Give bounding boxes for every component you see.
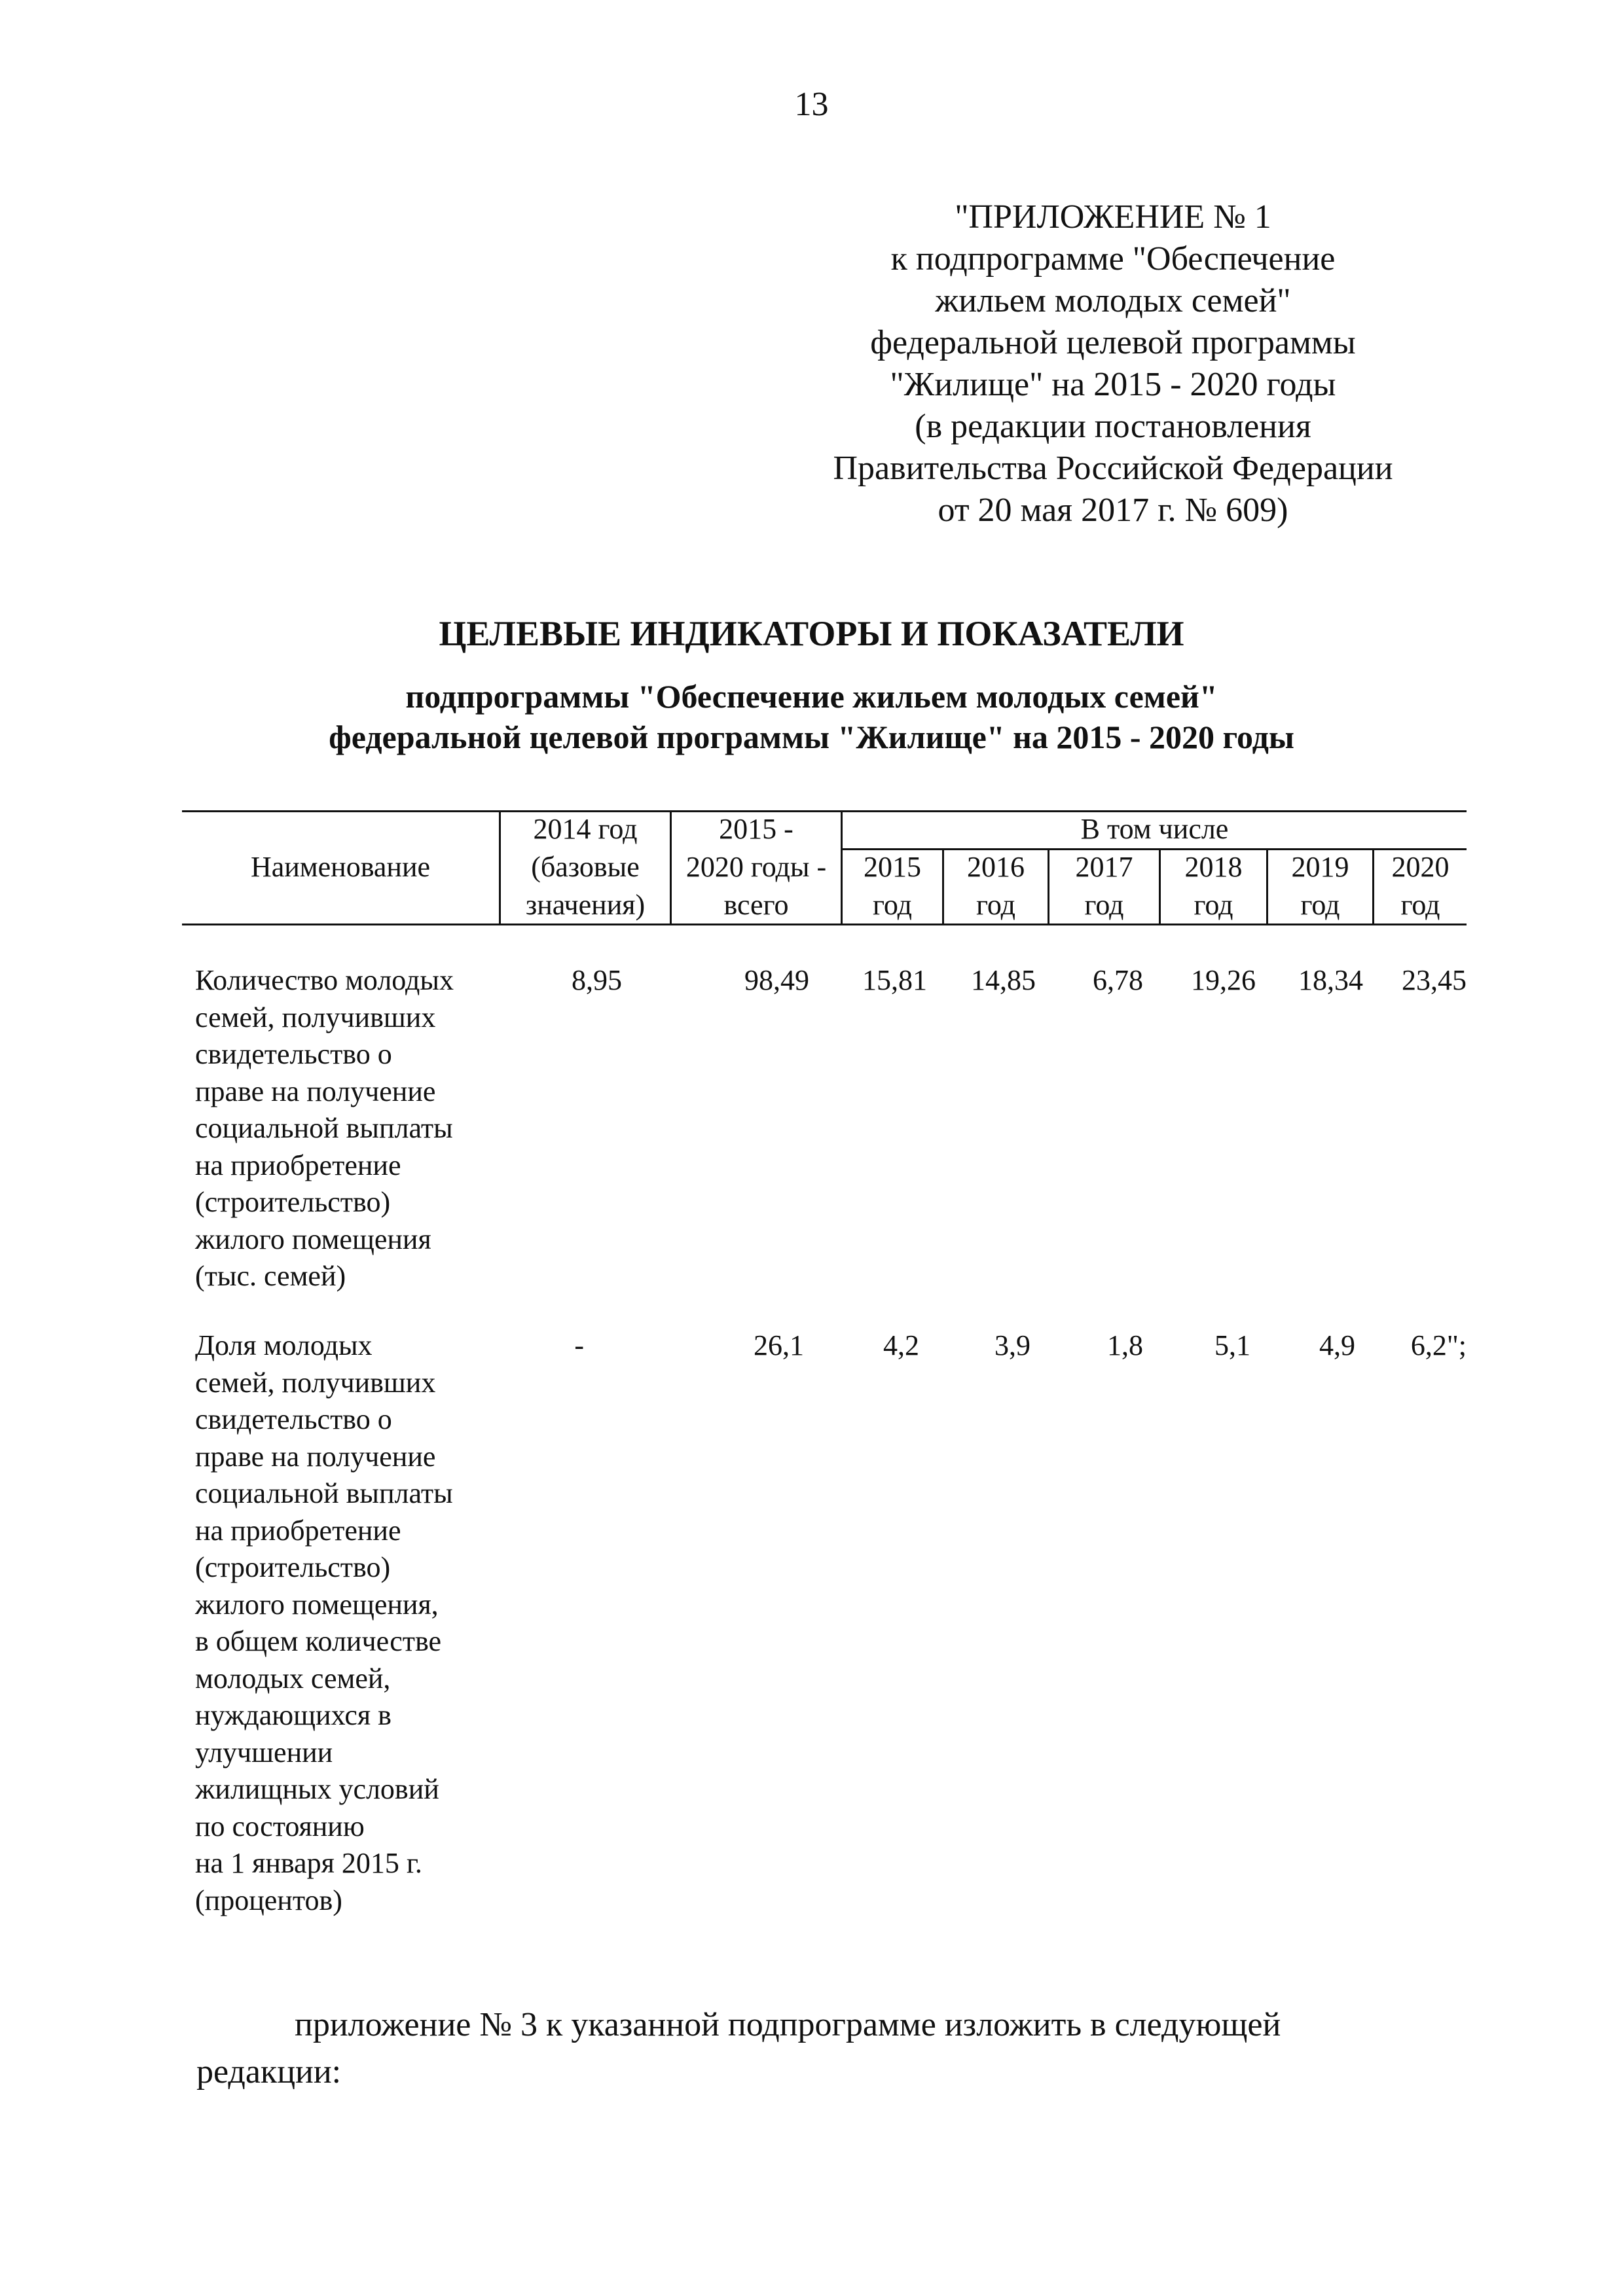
row-year-value: 6,78	[1093, 964, 1143, 996]
appendix-line: (в редакции постановления	[915, 408, 1311, 445]
row-year-value: 3,9	[994, 1329, 1030, 1361]
document-title: ЦЕЛЕВЫЕ ИНДИКАТОРЫ И ПОКАЗАТЕЛИ	[439, 614, 1184, 653]
page-number: 13	[794, 86, 829, 123]
header-base-line: 2014 год	[533, 813, 638, 845]
header-name: Наименование	[250, 851, 431, 883]
header-total-line: 2020 годы -	[685, 851, 827, 883]
row-indicator-name: Количество молодых семей, получивших свидетельство о праве на получение социальной выплаты на приобретение (строительство) жилого помещения (тыс. семей)	[195, 964, 454, 1292]
closing-line: редакции:	[196, 2053, 342, 2090]
row-year-value: 4,9	[1319, 1329, 1355, 1361]
row-indicator-name: Доля молодых семей, получивших свидетельство о праве на получение социальной выплаты на приобретение (строительство) жилого помещения, в общем количестве молодых семей, нуждающихся в улучшении жилищных условий по состоянию на 1 января 2015 г. (процентов)	[195, 1329, 453, 1916]
appendix-line: жильем молодых семей"	[935, 282, 1291, 319]
appendix-line: от 20 мая 2017 г. № 609)	[938, 492, 1288, 529]
appendix-line: федеральной целевой программы	[870, 324, 1356, 361]
row-year-value: 14,85	[971, 964, 1036, 996]
subtitle-line: федеральной целевой программы "Жилище" на 2015 - 2020 годы	[329, 719, 1294, 755]
header-year-unit: год	[872, 889, 913, 921]
appendix-heading	[753, 196, 1473, 531]
row-total-value: 98,49	[744, 964, 809, 996]
header-base-line: значения)	[525, 889, 646, 921]
header-year: 2019	[1291, 851, 1349, 883]
header-year: 2020	[1391, 851, 1450, 883]
row-base-value: -	[574, 1329, 584, 1361]
header-total-line: 2015 -	[719, 813, 793, 845]
header-base-line: (базовые	[531, 851, 640, 883]
header-year-unit: год	[1400, 889, 1440, 921]
row-year-value: 23,45	[1402, 964, 1467, 996]
header-year: 2017	[1075, 851, 1133, 883]
appendix-line: "Жилище" на 2015 - 2020 годы	[890, 366, 1336, 403]
header-year: 2015	[864, 851, 921, 883]
closing-paragraph	[196, 2001, 1414, 2096]
appendix-line: к подпрограмме "Обеспечение	[890, 240, 1336, 278]
row-year-value: 15,81	[862, 964, 927, 996]
row-year-value: 4,2	[883, 1329, 919, 1361]
header-year-unit: год	[976, 889, 1016, 921]
header-year: 2018	[1184, 851, 1243, 883]
row-total-value: 26,1	[754, 1329, 804, 1361]
document-subtitle	[0, 676, 1623, 757]
header-total-line: всего	[723, 889, 789, 921]
appendix-line: "ПРИЛОЖЕНИЕ № 1	[955, 198, 1271, 236]
header-including: В том числе	[1080, 813, 1229, 845]
header-year-unit: год	[1084, 889, 1124, 921]
row-year-value: 5,1	[1214, 1329, 1250, 1361]
subtitle-line: подпрограммы "Обеспечение жильем молодых семей"	[405, 678, 1218, 715]
appendix-line: Правительства Российской Федерации	[833, 450, 1393, 487]
closing-line: приложение № 3 к указанной подпрограмме изложить в следующей	[295, 2006, 1281, 2043]
header-year: 2016	[967, 851, 1025, 883]
row-base-value: 8,95	[572, 964, 622, 996]
header-year-unit: год	[1300, 889, 1340, 921]
row-year-value: 6,2";	[1410, 1329, 1467, 1361]
row-year-value: 19,26	[1191, 964, 1256, 996]
row-year-value: 18,34	[1298, 964, 1363, 996]
indicators-table	[182, 810, 1467, 1936]
row-year-value: 1,8	[1107, 1329, 1143, 1361]
header-year-unit: год	[1194, 889, 1233, 921]
